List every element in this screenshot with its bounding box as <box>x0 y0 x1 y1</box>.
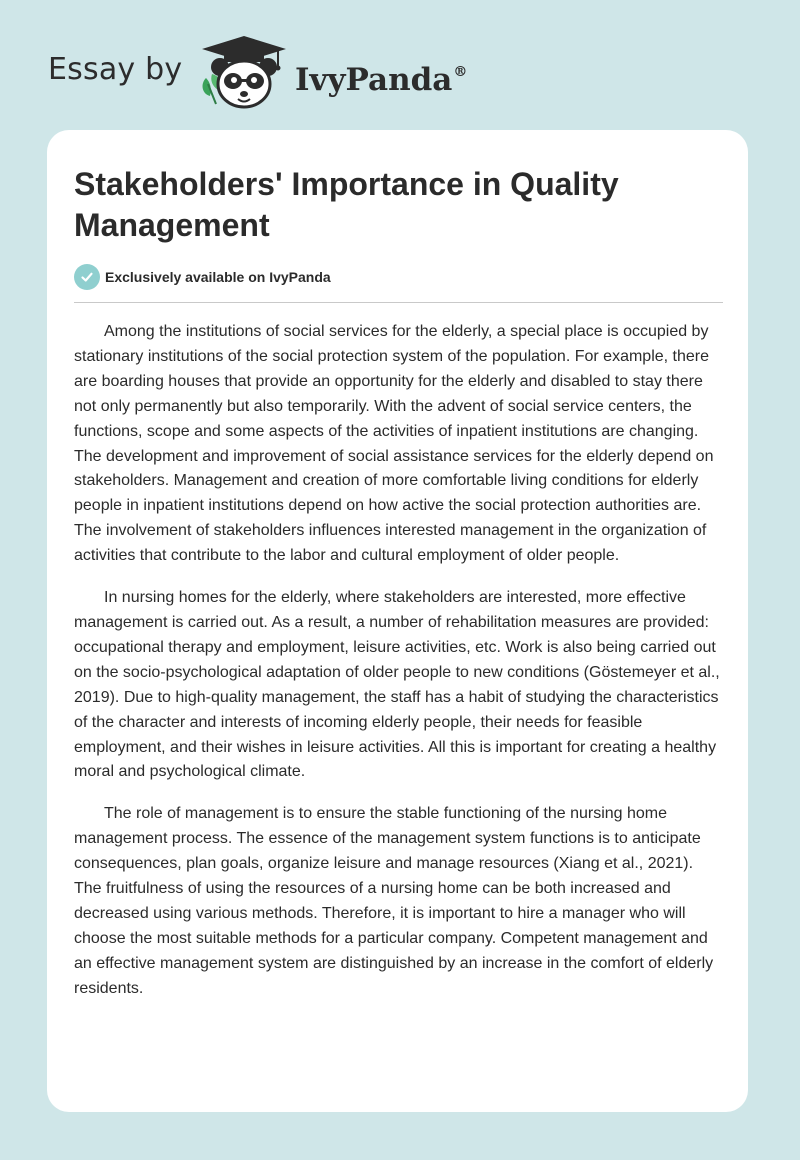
exclusive-badge <box>74 264 331 290</box>
essay-paragraph: Among the institutions of social services for the elderly, a special place is occupied by stationary institutions of the social protection system of the population. For example, there are boarding houses that provide an opportunity for the elderly and disabled to stay there not only permanently but also temporarily. With the advent of social service centers, the functions, scope and some aspects of the activities of inpatient institutions are changing. The development and improvement of social assistance services for the elderly depend on stakeholders. Management and creation of more comfortable living conditions for elderly people in inpatient institutions depend on how active the social protection authorities are. The involvement of stakeholders influences interested management in the organization of activities that contribute to the labor and cultural employment of older people. <box>74 323 714 565</box>
essay-paragraph: The role of management is to ensure the stable functioning of the nursing home management process. The essence of the management system functions is to anticipate consequences, plan goals, organize leisure and manage resources (Xiang et al., 2021). The fruitfulness of using the resources of a nursing home can be both increased and decreased using various methods. Therefore, it is important to hire a manager who will choose the most suitable methods for a particular company. Competent management and an effective management system are distinguished by an increase in the comfort of elderly residents. <box>74 805 714 997</box>
essay-by-label: Essay by <box>48 52 183 87</box>
essay-body <box>74 320 724 1019</box>
panda-logo-icon <box>198 34 290 110</box>
essay-paragraph: In nursing homes for the elderly, where stakeholders are interested, more effective management is carried out. As a result, a number of rehabilitation measures are provided: occupational therapy and employment, leisure activities, etc. Work is also being carried out on the socio-psychological adaptation of older people to new conditions (Göstemeyer et al., 2019). Due to high-quality management, the staff has a habit of studying the characteristics of the character and interests of incoming elderly people, their needs for feasible employment, and their wishes in leisure activities. All this is important for creating a healthy moral and psychological climate. <box>74 589 720 781</box>
site-header <box>0 0 800 128</box>
exclusive-label: Exclusively available on IvyPanda <box>105 269 331 285</box>
registered-mark: ® <box>453 64 468 80</box>
title-divider <box>74 302 723 303</box>
essay-card <box>47 130 748 1112</box>
check-icon <box>74 264 100 290</box>
essay-title: Stakeholders' Importance in Quality Management <box>74 166 619 243</box>
brand-logo-text[interactable]: IvyPanda® <box>295 62 468 98</box>
